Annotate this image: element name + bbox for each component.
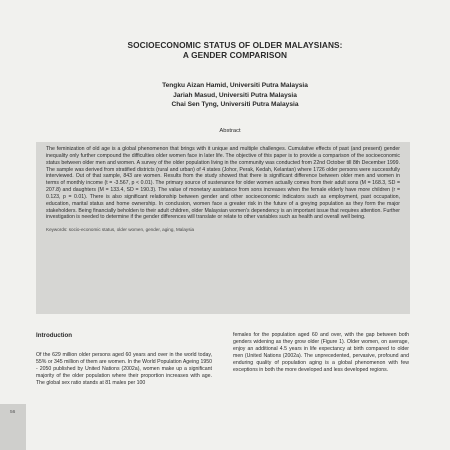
abstract-heading: Abstract bbox=[219, 128, 241, 134]
title-line-1: SOCIOECONOMIC STATUS OF OLDER MALAYSIANS: bbox=[127, 40, 343, 50]
title-line-2: A GENDER COMPARISON bbox=[182, 50, 288, 60]
abstract-box bbox=[36, 142, 410, 314]
left-column bbox=[36, 332, 212, 387]
paper-title bbox=[40, 40, 430, 60]
right-column bbox=[233, 332, 409, 373]
author-2: Jariah Masud, Universiti Putra Malaysia bbox=[173, 91, 297, 99]
author-list bbox=[40, 81, 430, 110]
introduction-paragraph-right: females for the population aged 60 and over, with the gap between both genders widening as they grow older (Figure 1). Older women, on average, enjoy an additional 4.5 years in life expectancy at birth compared to older men (United Nations (2002a). The unprecedented, pervasive, profound and enduring quality of population aging is a global phenomenon with few exceptions in both the more developed and less developed regions. bbox=[233, 332, 409, 373]
page-number: 56 bbox=[10, 410, 16, 415]
abstract-text: The feminization of old age is a global phenomenon that brings with it unique and multiple challenges. Cumulative effects of past (and present) gender inequality only further compound the difficulties older women face in later life. The objective of this paper is to provide a comparison of the socioeconomic status between older men and women. A survey of the older population living in the community was conducted from 22nd October till 8th December 1999. The sample was derived from stratified districts (rural and urban) of 4 states (Johor, Perak, Kedah, Kelantan) where 1726 older persons were successfully interviewed. Out of that sample, 843 are women. Results from the study showed that there is significant difference between older men and women in terms of monthly income (t = -3.567, p < 0.01). The primary source of sustenance for older women actually comes from their adult sons (M = 168.3, SD = 207.8) and daughters (M = 133.4, SD = 190.3). The value of monetary assistance from sons increases when the female elderly have more children (r = 0.123, p = 0.01). There is also significant relationship between gender and other socioeconomic indicators such as employment, past occupation, education, marital status and home ownership. In conclusion, women face a greater risk in the future of a greying population as they form the major stakeholders. Being financially beholden to their adult children, older Malaysian women's dependency is an important issue that requires attention. Further investigation is needed to determine if the gender differences will translate or relate to other variables such as health and overall well being. bbox=[46, 146, 400, 221]
author-1: Tengku Aizan Hamid, Universiti Putra Malaysia bbox=[162, 82, 308, 89]
keywords: Keywords: socio-economic status, older women, gender, aging, Malaysia bbox=[46, 227, 195, 233]
introduction-heading: Introduction bbox=[36, 332, 73, 339]
author-3: Chai Sen Tyng, Universiti Putra Malaysia bbox=[171, 101, 299, 108]
introduction-paragraph-left: Of the 629 million older persons aged 60 years and over in the world today, 55% or 345 million of them are women. In the World Population Ageing 1950 - 2050 published by United Nations (2002a), women make up a significant majority of the older population where their proportion increases with age. The global sex ratio stands at 81 males per 100 bbox=[36, 352, 212, 386]
